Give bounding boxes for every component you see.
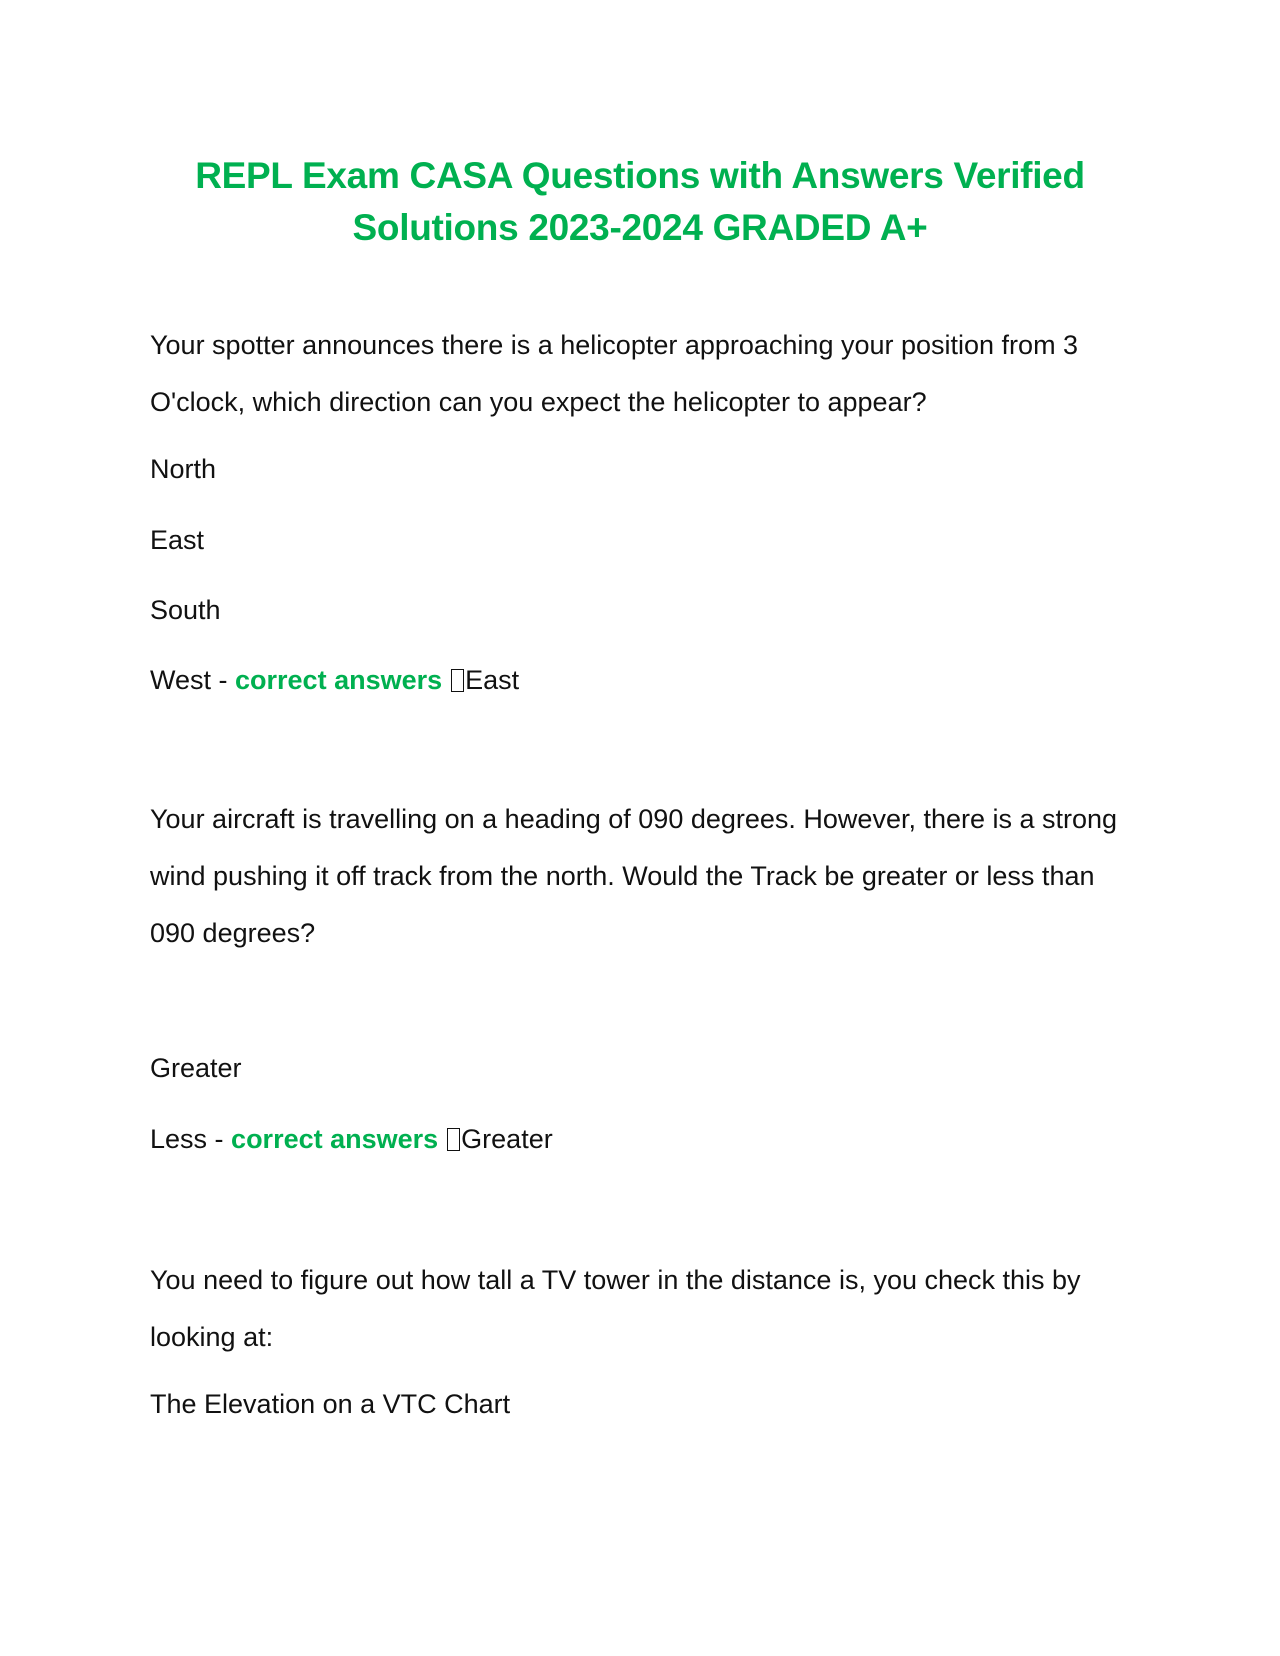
question-1-option-south: South [150,595,221,625]
question-1-option-east: East [150,525,205,555]
answer-separator: - [207,1124,232,1154]
question-3-option-elevation: The Elevation on a VTC Chart [150,1389,511,1419]
correct-answers-label: correct answers [235,665,443,695]
question-2-option-greater: Greater [150,1053,242,1083]
question-3-text: You need to figure out how tall a TV tower in the distance is, you check this by looking at: [150,1265,1081,1352]
question-1-option-west-answer-line [150,652,1140,709]
checkbox-glyph-icon [447,1128,460,1151]
question-2-answer: Greater [461,1124,553,1154]
question-1-answer: East [465,665,520,695]
question-2-option-less-answer-line [150,1111,1140,1168]
question-1-text: Your spotter announces there is a helicopter approaching your position from 3 O'clock, which direction can you expect the helicopter to appear? [150,330,1079,417]
question-2-text: Your aircraft is travelling on a heading of 090 degrees. However, there is a strong wind pushing it off track from the north. Would the Track be greater or less than 090 degrees? [150,804,1118,948]
checkbox-glyph-icon [451,669,464,692]
question-1-option-west: West [150,665,212,695]
correct-answers-label: correct answers [231,1124,439,1154]
answer-separator: - [211,665,236,695]
question-2-option-less: Less [150,1124,208,1154]
question-1-option-north: North [150,454,217,484]
document-title: REPL Exam CASA Questions with Answers Verified Solutions 2023-2024 GRADED A+ [195,155,1085,248]
